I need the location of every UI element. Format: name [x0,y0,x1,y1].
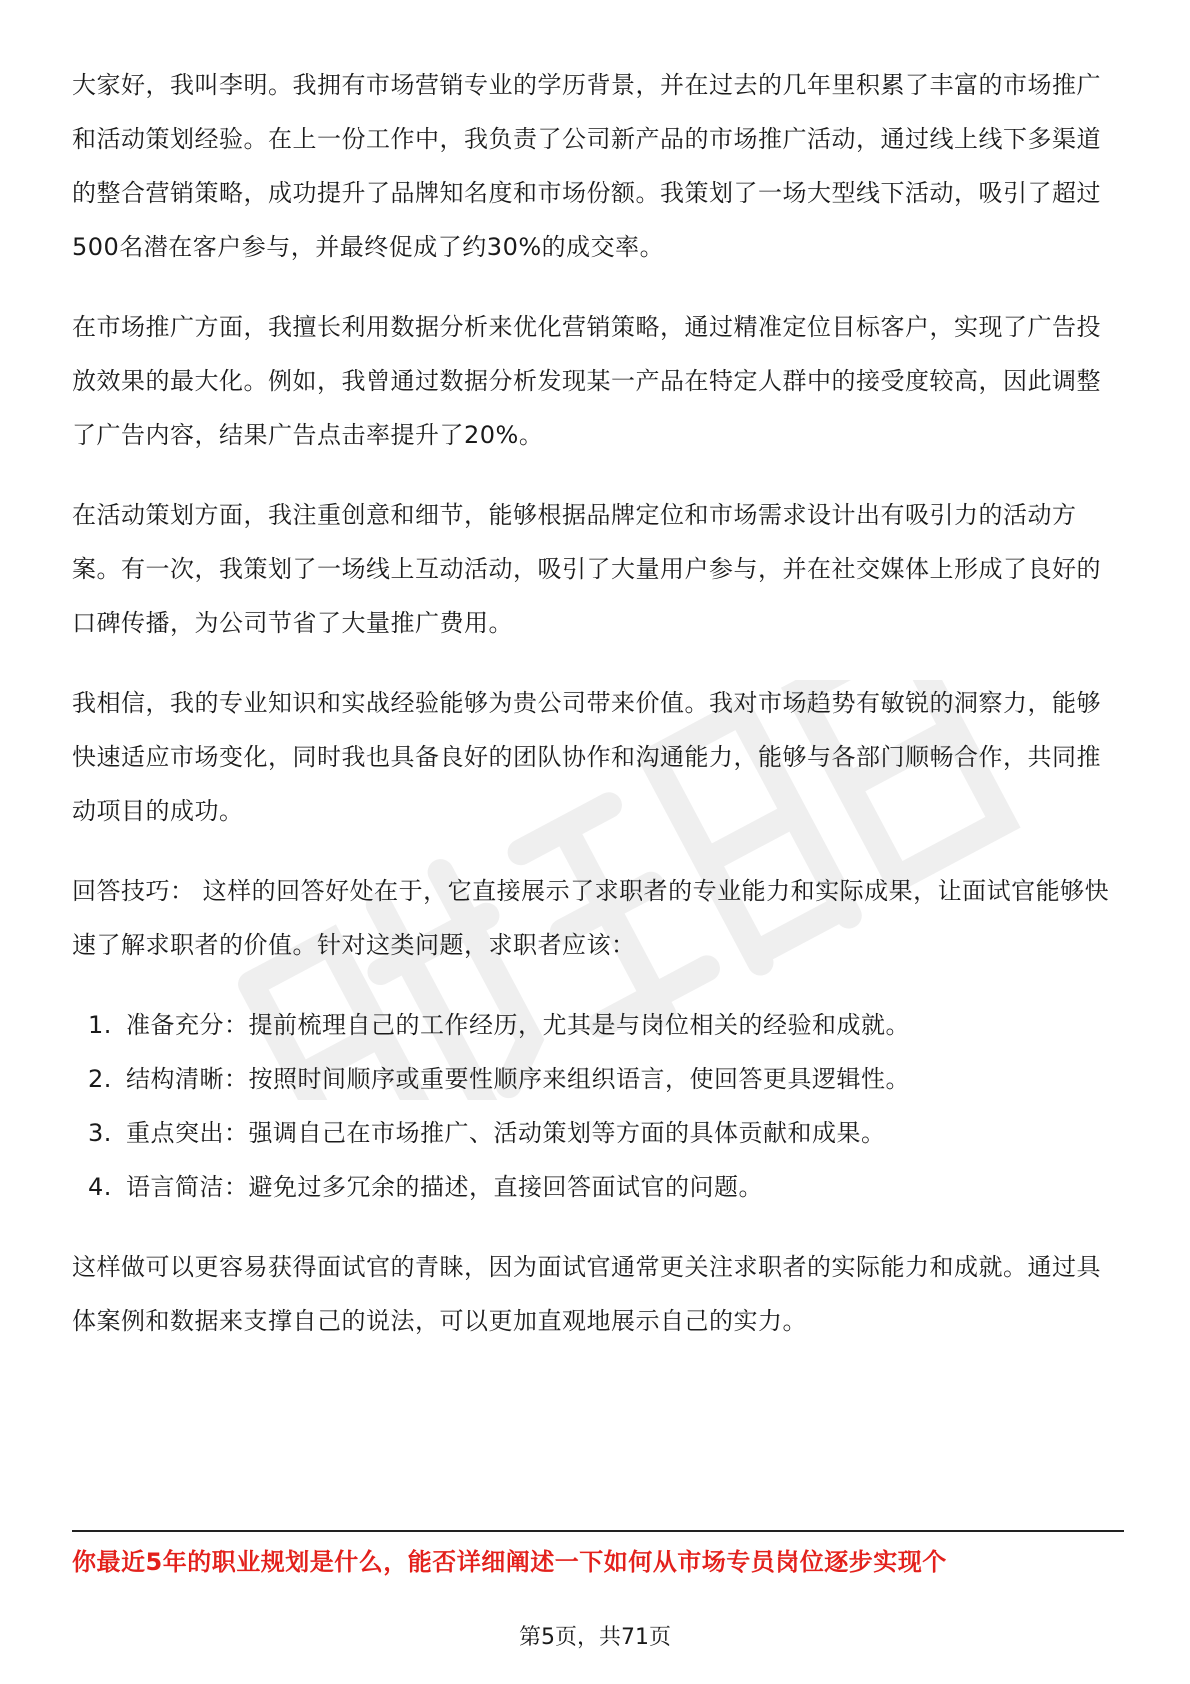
section-divider [72,1530,1124,1532]
list-item-text: 结构清晰：按照时间顺序或重要性顺序来组织语言，使回答更具逻辑性。 [126,1065,910,1093]
list-item-number: 4. [88,1173,112,1201]
paragraph-value: 我相信，我的专业知识和实战经验能够为贵公司带来价值。我对市场趋势有敏锐的洞察力，能够快速适应市场变化，同时我也具备良好的团队协作和沟通能力，能够与各部门顺畅合作，共同推动项目的成功。 [72,689,1101,825]
list-item [72,998,1124,1052]
list-item-text: 语言简洁：避免过多冗余的描述，直接回答面试官的问题。 [126,1173,763,1201]
list-item-number: 1. [88,1011,112,1039]
paragraph-marketing: 在市场推广方面，我擅长利用数据分析来优化营销策略，通过精准定位目标客户，实现了广告投放效果的最大化。例如，我曾通过数据分析发现某一产品在特定人群中的接受度较高，因此调整了广告内容，结果广告点击率提升了20%。 [72,313,1101,449]
next-question-heading: 你最近5年的职业规划是什么，能否详细阐述一下如何从市场专员岗位逐步实现个 [72,1548,947,1576]
paragraph-closing: 这样做可以更容易获得面试官的青睐，因为面试官通常更关注求职者的实际能力和成就。通过具体案例和数据来支撑自己的说法，可以更加直观地展示自己的实力。 [72,1253,1101,1335]
paragraph-intro: 大家好，我叫李明。我拥有市场营销专业的学历背景，并在过去的几年里积累了丰富的市场推广和活动策划经验。在上一份工作中，我负责了公司新产品的市场推广活动，通过线上线下多渠道的整合营销策略，成功提升了品牌知名度和市场份额。我策划了一场大型线下活动，吸引了超过500名潜在客户参与，并最终促成了约30%的成交率。 [72,71,1101,261]
list-item-number: 3. [88,1119,112,1147]
paragraph-event-planning: 在活动策划方面，我注重创意和细节，能够根据品牌定位和市场需求设计出有吸引力的活动方案。有一次，我策划了一场线上互动活动，吸引了大量用户参与，并在社交媒体上形成了良好的口碑传播，为公司节省了大量推广费用。 [72,501,1101,637]
list-item-text: 准备充分：提前梳理自己的工作经历，尤其是与岗位相关的经验和成就。 [126,1011,910,1039]
list-item [72,1052,1124,1106]
list-item-text: 重点突出：强调自己在市场推广、活动策划等方面的具体贡献和成果。 [126,1119,886,1147]
list-item-number: 2. [88,1065,112,1093]
list-item [72,1106,1124,1160]
page-footer: 第5页，共71页 [519,1625,671,1650]
document-body [72,58,1124,1374]
list-item [72,1160,1124,1214]
paragraph-answer-tips: 回答技巧： 这样的回答好处在于，它直接展示了求职者的专业能力和实际成果，让面试官能够快速了解求职者的价值。针对这类问题，求职者应该： [72,877,1110,959]
tips-list [72,998,1124,1214]
